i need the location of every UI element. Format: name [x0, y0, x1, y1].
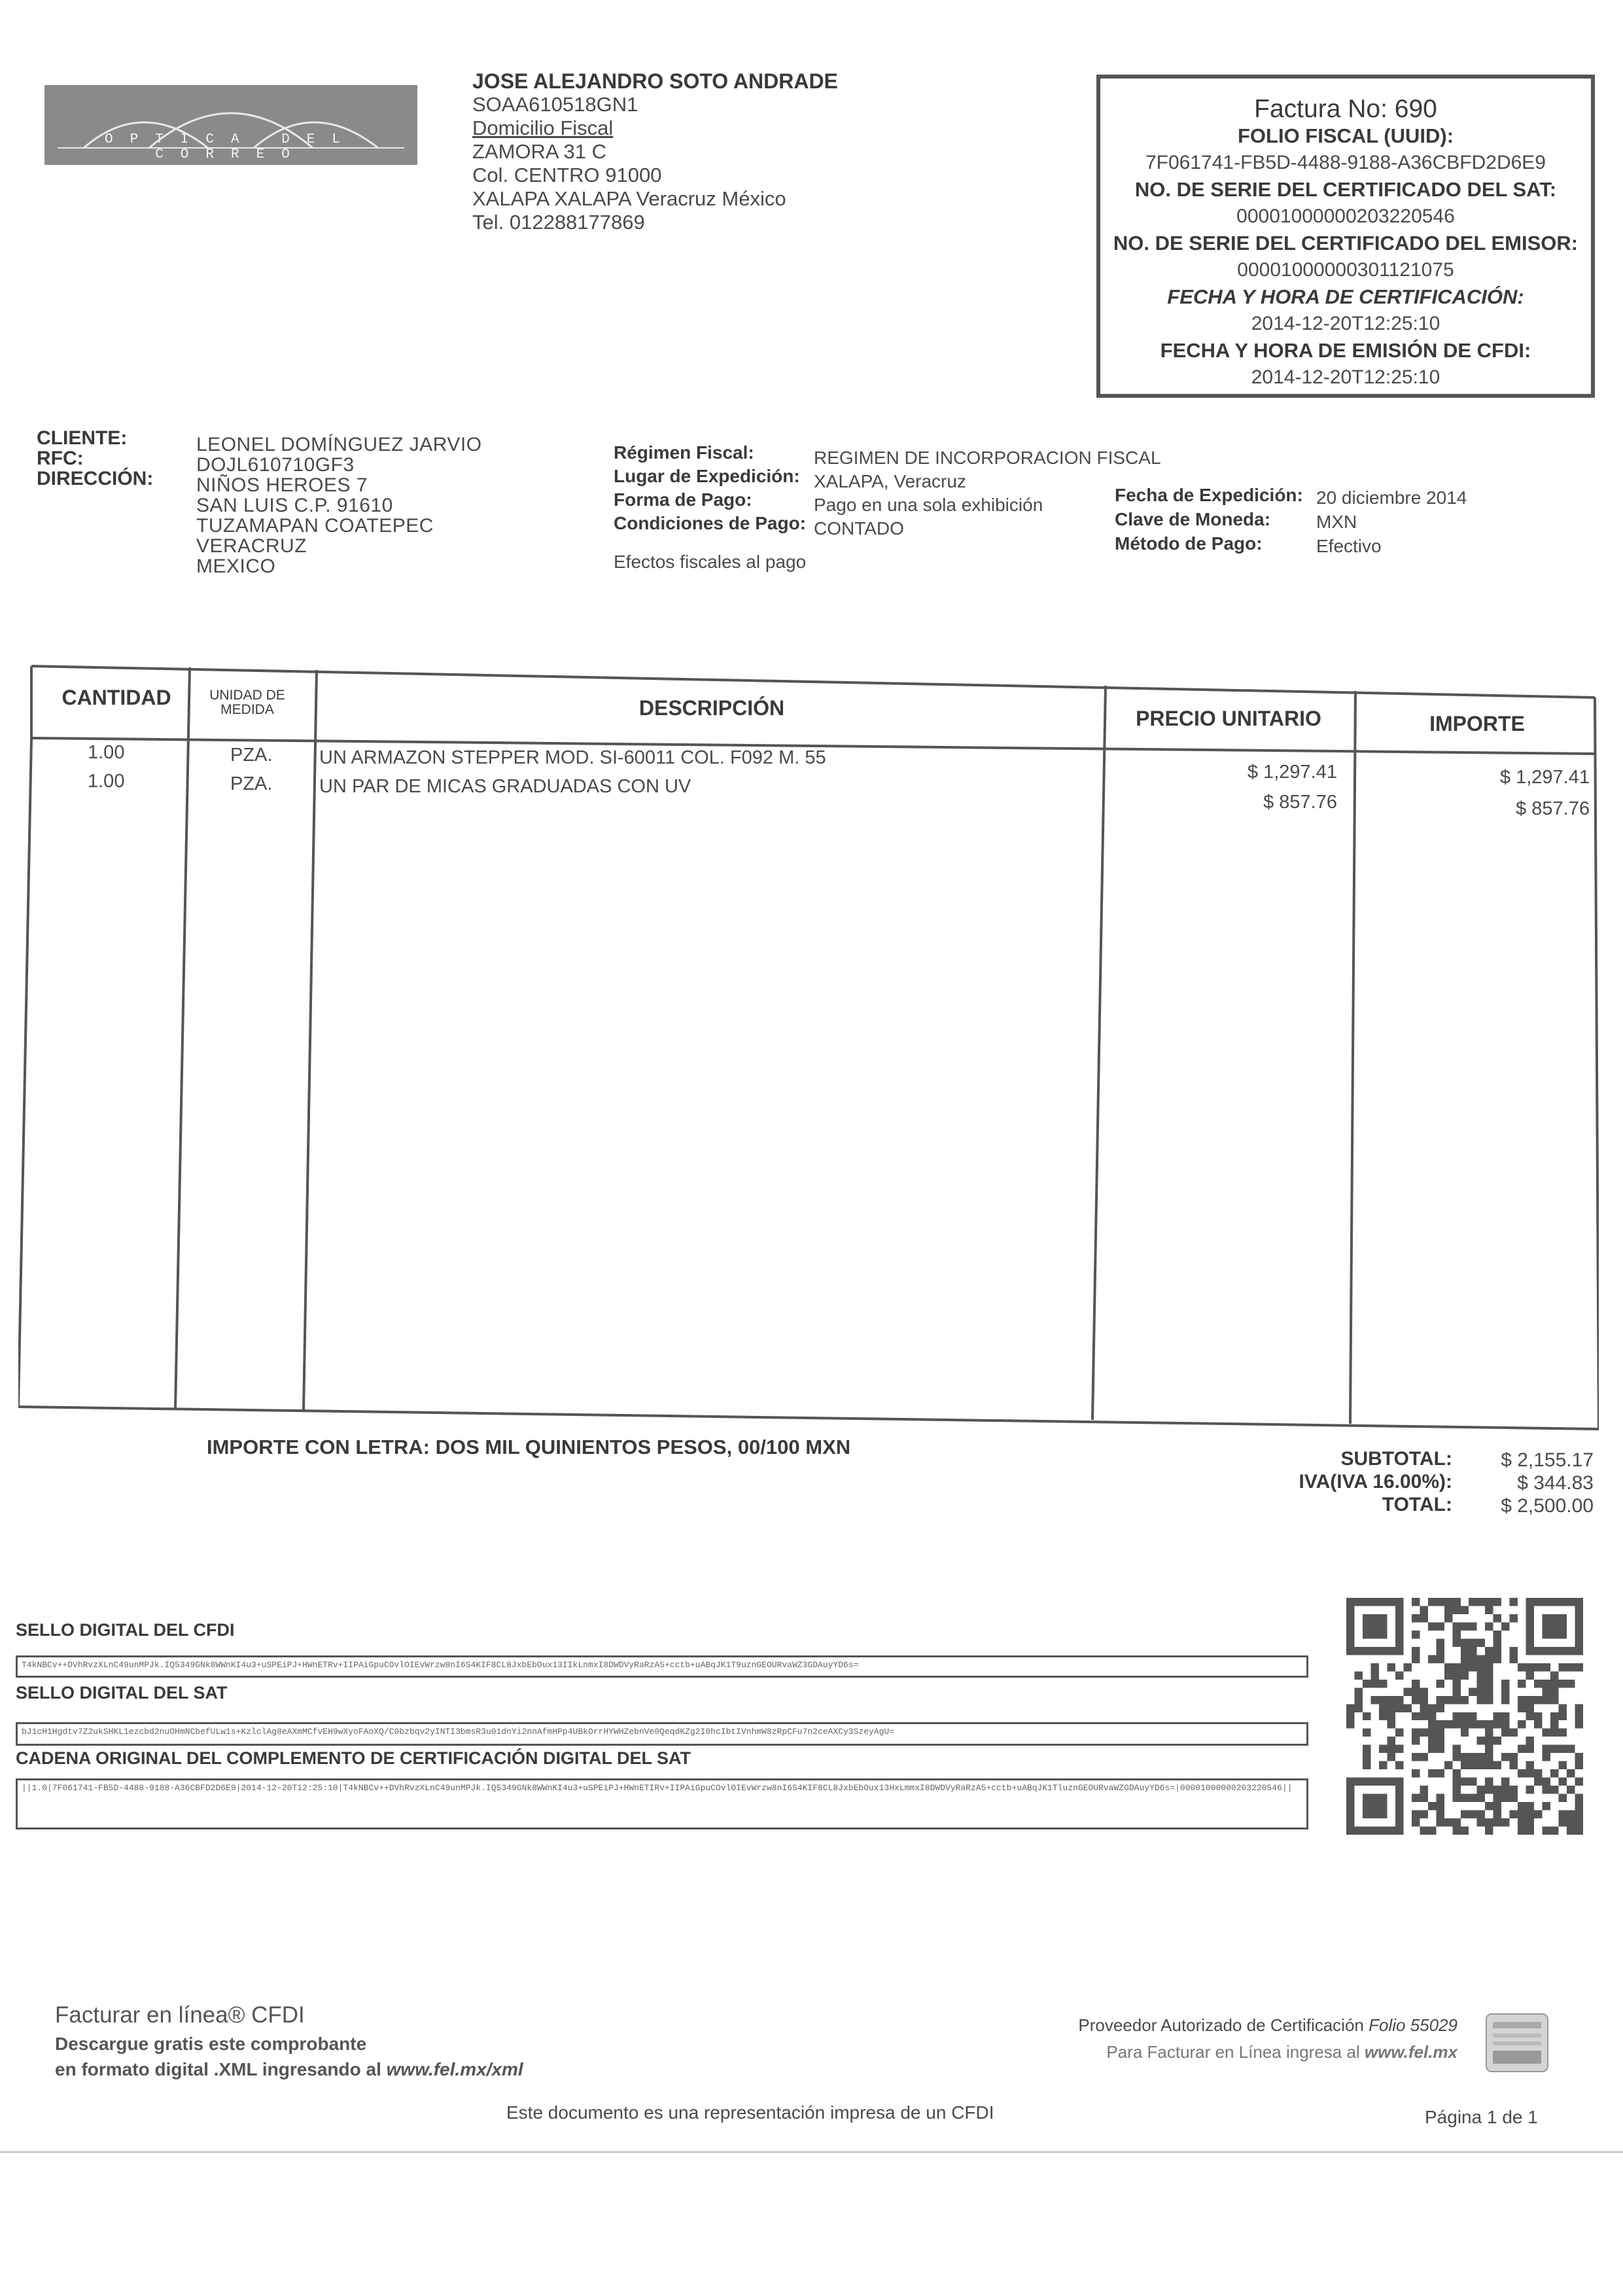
iva-label: IVA(IVA 16.00%):: [1299, 1471, 1452, 1492]
formato-xml-prefix: en formato digital .XML ingresando al: [55, 2059, 387, 2079]
header-unidad: UNIDAD DE MEDIDA: [209, 688, 285, 717]
client-addr1: NIÑOS HEROES 7: [196, 474, 368, 496]
fecha-emision-label: FECHA Y HORA DE EMISIÓN DE CFDI:: [1160, 339, 1531, 362]
cert-sat-value: 00001000000203220546: [1236, 205, 1455, 227]
sello-cfdi-box: T4kNBCv++DVhRvzXLnC49unMPJk.IQ5349GNk8WWnKI4u3+uSPEiPJ+HWnETRv+IIPAiGpuCOvlOIEvWrzw8nI6S4KIF8CL8JxbEbOux13IIkLnmxI8DWDVyRaRzA5+cctb+uABqJK1T9uznGEOURvaWZ3GDAuyYD6s=: [16, 1655, 1308, 1678]
row2-importe: $ 857.76: [1516, 798, 1590, 819]
sello-sat-box: bJ1cH1Hgdtv7Z2ukSHKL1ezcbd2nuOHmNCbefULw1s+KzlclAg8eAXmMCfvEH9wXyoFAoXQ/C0bzbqv2yINTI3bmsR3u01dnYi2nnAfmHPp4UBkOrrHYWHZebnVe0QeqdKZg2I0hcIbtIVnhmW8zRpCFu7n2ceAXCy3SzeyAgU=: [16, 1722, 1308, 1746]
descargue-text: Descargue gratis este comprobante: [55, 2034, 367, 2054]
issuer-city: XALAPA XALAPA Veracruz México: [472, 187, 786, 210]
qr-code-icon: [1346, 1598, 1583, 1835]
client-rfc: DOJL610710GF3: [196, 454, 355, 476]
folio-box: [1096, 75, 1595, 398]
items-table: [18, 663, 1599, 1430]
fel-xml-link[interactable]: www.fel.mx/xml: [386, 2059, 523, 2079]
client-addr3: TUZAMAPAN COATEPEC: [196, 515, 434, 537]
issuer-colonia: Col. CENTRO 91000: [472, 164, 662, 186]
rfc-label: RFC:: [37, 448, 84, 469]
metodo-value: Efectivo: [1316, 536, 1382, 556]
bottom-divider: [0, 2151, 1623, 2153]
row2-cantidad: 1.00: [88, 771, 125, 792]
certification-seal-icon: [1485, 2013, 1549, 2073]
condiciones-value: CONTADO: [814, 518, 904, 539]
totals-values: [1472, 1449, 1594, 1517]
cliente-label: CLIENTE:: [37, 427, 128, 449]
client-values: [196, 434, 482, 576]
logo-text: OPTICA DEL CORREO: [104, 132, 358, 162]
cert-emisor-value: 00001000000301121075: [1237, 259, 1454, 281]
cadena-original-box: ||1.0|7F061741-FB5D-4488-9188-A36CBFD2D6E9|2014-12-20T12:25:10|T4kNBCv++DVhRvzXLnC49unMPJk.IQ5349GNk8WWnKI4u3+uSPEiPJ+HWnETIRv+IIPAiGpuCOvlOIEvWrzw8nI6S4KIF8CL8JxbEbOux13HxLmmxI8DWDVyRaRzA5+cctb+uABqJK1TluznGEOURvaWZGDAuyYD6s=|00001000000203220546||: [16, 1778, 1308, 1829]
header-importe: IMPORTE: [1429, 712, 1525, 735]
issuer-tel: Tel. 012288177869: [472, 211, 645, 234]
facturar-en-linea-title: Facturar en línea® CFDI: [55, 2002, 305, 2028]
client-addr4: VERACRUZ: [196, 535, 307, 557]
client-name: LEONEL DOMÍNGUEZ JARVIO: [196, 434, 482, 455]
forma-label: Forma de Pago:: [614, 489, 752, 510]
proveedor-autorizado: [1044, 2015, 1457, 2036]
representacion-impresa: Este documento es una representación impresa de un CFDI: [506, 2102, 994, 2123]
fiscal-labels: [614, 441, 806, 535]
fecha-cert-label: FECHA Y HORA DE CERTIFICACIÓN:: [1167, 285, 1524, 308]
importe-con-letra: IMPORTE CON LETRA: DOS MIL QUINIENTOS PESOS, 00/100 MXN: [207, 1436, 851, 1458]
row1-importe: $ 1,297.41: [1499, 767, 1590, 788]
row2-unidad: PZA.: [230, 773, 273, 794]
header-precio: PRECIO UNITARIO: [1136, 707, 1321, 730]
cadena-original-label: CADENA ORIGINAL DEL COMPLEMENTO DE CERTIFICACIÓN DIGITAL DEL SAT: [16, 1748, 691, 1768]
client-labels: [37, 428, 153, 489]
row1-cantidad: 1.00: [88, 742, 125, 763]
lugar-label: Lugar de Expedición:: [614, 466, 800, 486]
cert-sat-label: NO. DE SERIE DEL CERTIFICADO DEL SAT:: [1134, 178, 1557, 201]
uuid-value: 7F061741-FB5D-4488-9188-A36CBFD2D6E9: [1145, 152, 1546, 173]
metodo-label: Método de Pago:: [1115, 533, 1263, 554]
factura-number: Factura No: 690: [1254, 95, 1437, 123]
issuer-domicilio-label: Domicilio Fiscal: [472, 116, 614, 139]
issuer-rfc: SOAA610518GN1: [472, 93, 638, 116]
regimen-label: Régimen Fiscal:: [614, 442, 754, 463]
fecha-exp-value: 20 diciembre 2014: [1316, 487, 1467, 508]
subtotal-label: SUBTOTAL:: [1340, 1448, 1452, 1470]
expedicion-labels: [1115, 483, 1303, 556]
fecha-emision-value: 2014-12-20T12:25:10: [1251, 366, 1440, 388]
para-facturar-prefix: Para Facturar en Línea ingresa al: [1106, 2042, 1365, 2062]
fel-link[interactable]: www.fel.mx: [1364, 2042, 1457, 2062]
header-cantidad: CANTIDAD: [61, 686, 171, 709]
total-label: TOTAL:: [1382, 1494, 1452, 1515]
row1-precio: $ 1,297.41: [1247, 762, 1337, 783]
client-addr2: SAN LUIS C.P. 91610: [196, 495, 393, 516]
efectos-fiscales: Efectos fiscales al pago: [614, 552, 807, 572]
client-addr5: MEXICO: [196, 556, 276, 577]
row1-unidad: PZA.: [230, 745, 273, 766]
issuer-street: ZAMORA 31 C: [472, 140, 606, 163]
expedicion-values: [1316, 486, 1467, 558]
uuid-label: FOLIO FISCAL (UUID):: [1237, 124, 1454, 147]
page-number: Página 1 de 1: [1425, 2107, 1538, 2127]
regimen-value: REGIMEN DE INCORPORACION FISCAL: [814, 448, 1161, 468]
company-logo: [44, 85, 417, 165]
moneda-value: MXN: [1316, 512, 1357, 532]
fiscal-values: [814, 446, 1161, 540]
totals-labels: [1230, 1447, 1452, 1516]
issuer-name: JOSE ALEJANDRO SOTO ANDRADE: [472, 69, 838, 93]
sello-sat-label: SELLO DIGITAL DEL SAT: [16, 1683, 228, 1703]
iva-value: $ 344.83: [1517, 1472, 1594, 1494]
fecha-cert-value: 2014-12-20T12:25:10: [1251, 313, 1440, 334]
formato-xml-text: [55, 2059, 523, 2080]
forma-value: Pago en una sola exhibición: [814, 495, 1043, 515]
direccion-label: DIRECCIÓN:: [37, 468, 154, 489]
proveedor-prefix: Proveedor Autorizado de Certificación: [1078, 2015, 1369, 2035]
para-facturar-text: [1044, 2042, 1457, 2062]
fecha-exp-label: Fecha de Expedición:: [1115, 485, 1303, 505]
condiciones-label: Condiciones de Pago:: [614, 513, 807, 533]
sello-cfdi-label: SELLO DIGITAL DEL CFDI: [16, 1620, 235, 1640]
row1-descripcion: UN ARMAZON STEPPER MOD. SI-60011 COL. F092 M. 55: [319, 747, 826, 768]
cert-emisor-label: NO. DE SERIE DEL CERTIFICADO DEL EMISOR:: [1113, 232, 1579, 255]
proveedor-folio: Folio 55029: [1369, 2015, 1457, 2035]
row2-descripcion: UN PAR DE MICAS GRADUADAS CON UV: [319, 776, 691, 797]
total-value: $ 2,500.00: [1501, 1495, 1594, 1517]
header-descripcion: DESCRIPCIÓN: [638, 696, 785, 720]
moneda-label: Clave de Moneda:: [1115, 509, 1271, 529]
issuer-block: [472, 69, 838, 234]
subtotal-value: $ 2,155.17: [1501, 1449, 1594, 1471]
row2-precio: $ 857.76: [1263, 792, 1337, 813]
lugar-value: XALAPA, Veracruz: [814, 471, 966, 491]
